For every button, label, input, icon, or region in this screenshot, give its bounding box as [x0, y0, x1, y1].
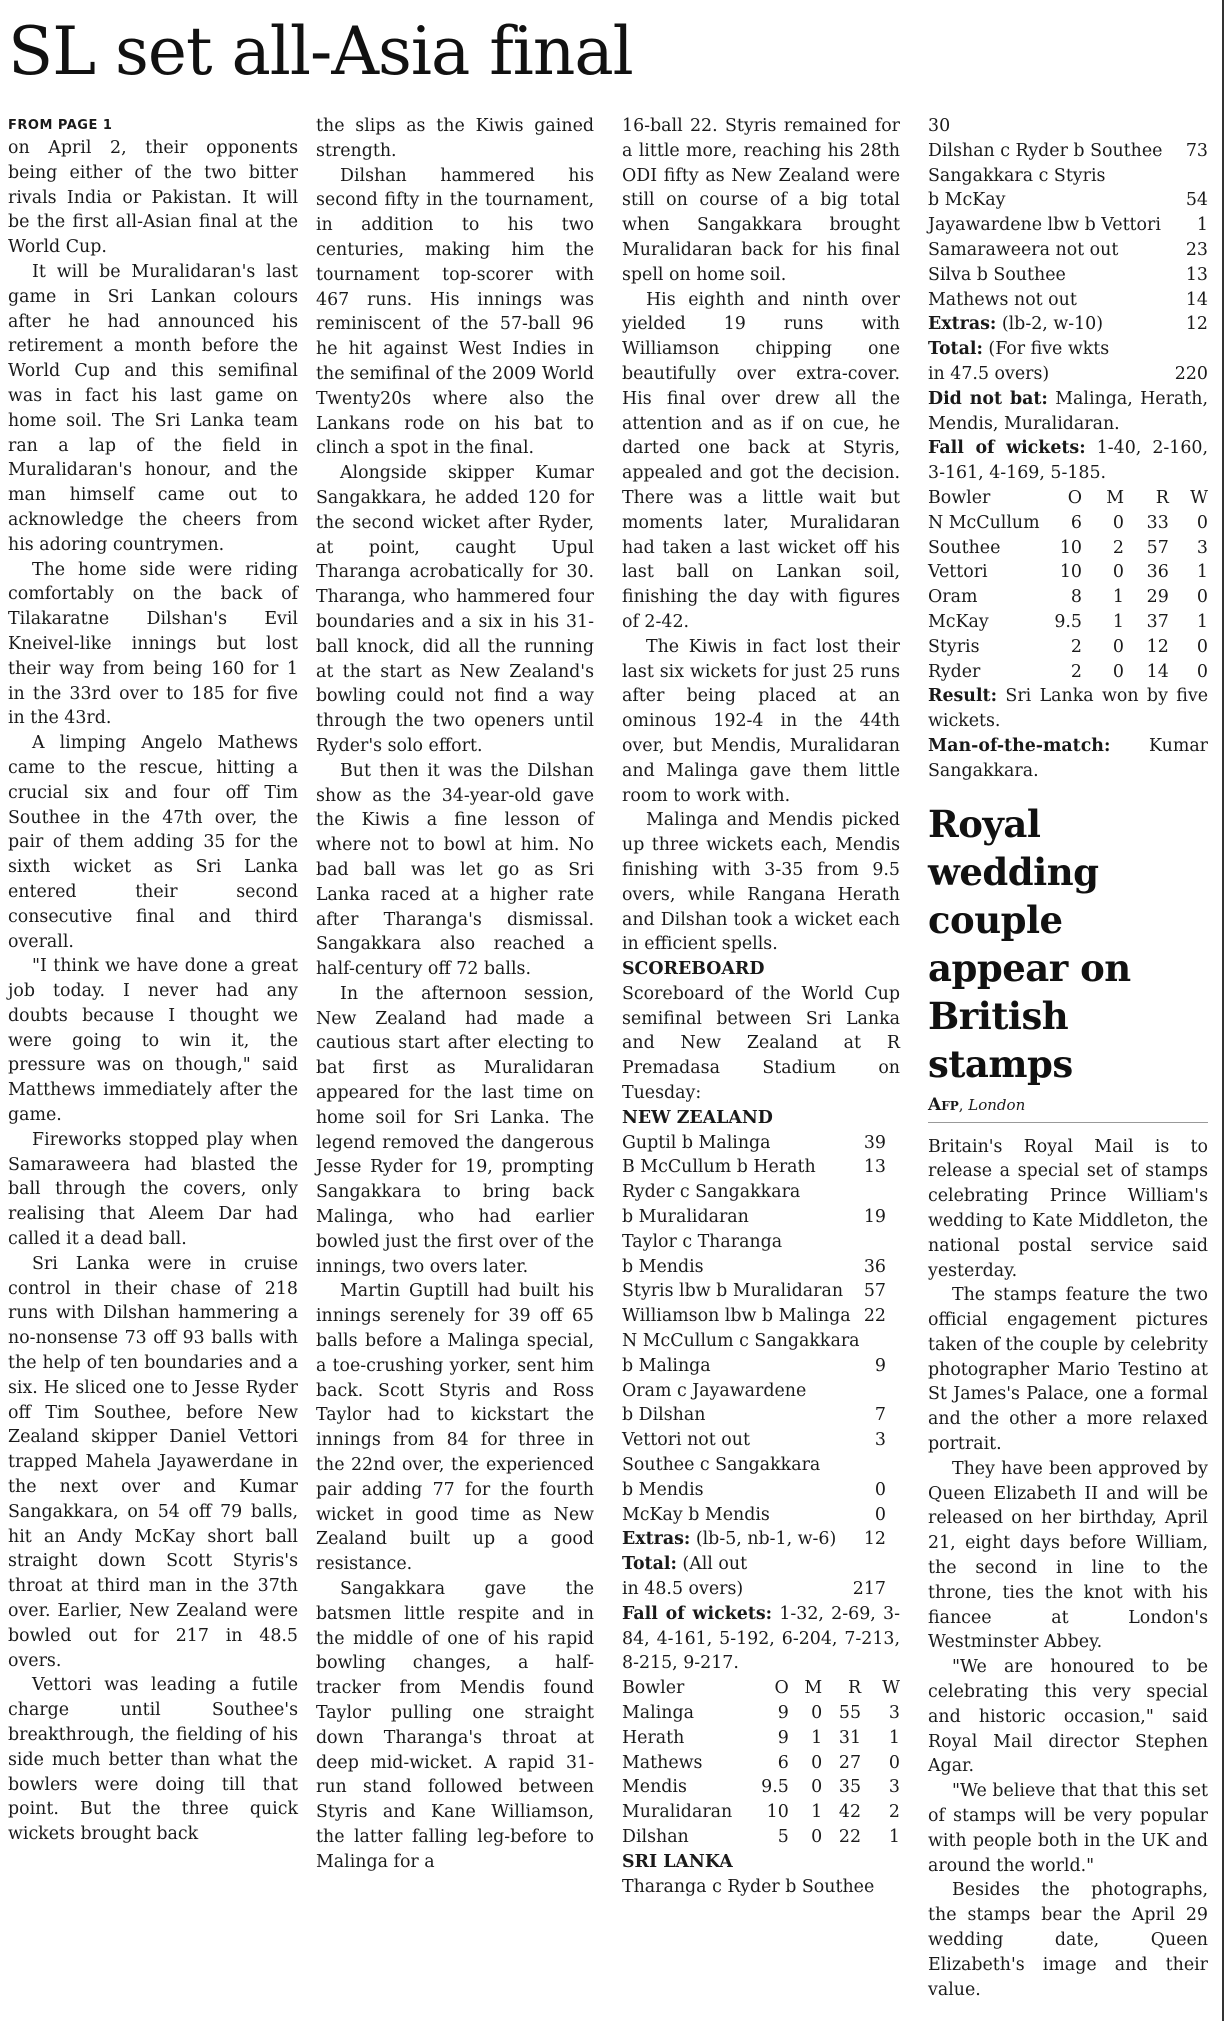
bowler-name: Bowler	[622, 1678, 685, 1699]
bowler-name: Muralidaran	[622, 1802, 733, 1823]
batsman-row	[622, 1279, 900, 1304]
batsman-row	[928, 139, 1208, 164]
batsman-runs: 3	[874, 1430, 886, 1451]
scoreboard-title: SCOREBOARD	[622, 959, 765, 980]
bowler-name: N McCullum	[928, 512, 1040, 533]
batsman-dismissal: Styris lbw b Muralidaran	[622, 1281, 844, 1302]
bowling-row	[928, 610, 1208, 635]
nz-total	[622, 1577, 900, 1602]
paragraph: Sangakkara gave the batsmen little respite and in the middle of one of his rapid bowling changes, a half-tracker from Mendis found Taylor pulling one straight down Tharanga's throat at deep mid-wicket. A rapid 31-run stand followed between Styris and Kane Williamson, the latter falling leg-before to Malinga for a	[316, 1579, 594, 1872]
batsman-dismissal: Williamson lbw b Malinga	[622, 1306, 851, 1327]
bowler-name: Malinga	[622, 1703, 694, 1723]
extras-runs: 12	[863, 1529, 886, 1550]
bowling-row	[928, 536, 1208, 561]
bowling-figure: M	[804, 1678, 823, 1699]
article-column-3	[622, 114, 900, 1899]
sl-fall-of-wickets	[928, 436, 1208, 486]
paragraph: His eighth and ninth over yielded 19 runs with Williamson chipping one beautifully over extra-cover. His final over drew all the attention and as if on cue, he darted one back at Styris, appealed and got the decision. There was a little wait but moments later, Muralidaran had taken a last wicket off his last ball on Lankan soil, finishing the day with figures of 2-42.	[622, 289, 900, 632]
sl-batting-first: Tharanga c Ryder b Southee	[622, 1876, 875, 1897]
sl-total	[928, 362, 1208, 387]
batsman-row	[622, 1205, 900, 1230]
bowling-figure: 0	[1196, 512, 1208, 533]
paragraph: on April 2, their opponents being either of the two bitter rivals India or Pakistan. It will be the first all-Asian final at the World Cup.	[8, 138, 298, 258]
bowling-figure: 2	[1070, 661, 1082, 682]
result-detail: Sri Lanka won by five wickets.	[928, 686, 1208, 732]
paragraph: "We are honoured to be celebrating this very special and historic occasion," said Royal Mail director Stephen Agar.	[928, 1657, 1208, 1777]
bowler-name: Herath	[622, 1727, 685, 1748]
sl-innings-title: SRI LANKA	[622, 1851, 733, 1872]
batsman-row	[622, 1478, 900, 1503]
bowling-figure: W	[1190, 487, 1208, 508]
batsman-line: Taylor c Tharanga	[622, 1231, 783, 1252]
bowling-figure: 0	[811, 1826, 823, 1847]
bowling-figure: 3	[1196, 537, 1208, 558]
bowling-figure: 55	[838, 1703, 862, 1723]
bowling-figure: 6	[777, 1752, 789, 1773]
batsman-dismissal: Vettori not out	[622, 1430, 750, 1451]
bowling-figure: 1	[811, 1727, 823, 1748]
fow-label: Fall of wickets:	[928, 438, 1086, 459]
extras-runs: 12	[1185, 314, 1208, 335]
bowling-figure: 36	[1146, 562, 1169, 583]
bowling-figure: 14	[1146, 661, 1169, 682]
bowling-figure: 0	[1112, 512, 1124, 533]
total-runs: 220	[1174, 363, 1208, 384]
bowling-figure: 10	[1059, 562, 1082, 583]
nz-total-line	[622, 1552, 900, 1577]
batsman-row	[622, 1131, 900, 1156]
paragraph: The home side were riding comfortably on the back of Tilakaratne Dilshan's Evil Kneivel-like innings but lost their way from being 160 for 1 in the 33rd over to 185 for five in the 43rd.	[8, 559, 298, 729]
bowling-figure: 1	[1196, 611, 1208, 632]
from-page-kicker: FROM PAGE 1	[8, 118, 113, 133]
bowling-figure: 3	[888, 1777, 900, 1798]
total-runs: 217	[852, 1579, 886, 1600]
bowling-figure: R	[847, 1678, 862, 1699]
bowling-row	[928, 635, 1208, 660]
total-overs: in 48.5 overs)	[622, 1579, 744, 1600]
paragraph: Britain's Royal Mail is to release a special set of stamps celebrating Prince William's wedding to Kate Middleton, the national postal service said yesterday.	[928, 1136, 1208, 1281]
batsman-runs: 57	[863, 1281, 886, 1302]
paragraph: "I think we have done a great job today. I never had any doubts because I thought we were going to win it, the pressure was on though," said Matthews immediately after the game.	[8, 956, 298, 1126]
bowling-figure: 35	[838, 1777, 862, 1798]
bowler-name: Oram	[928, 587, 978, 608]
batsman-row	[622, 1354, 900, 1379]
batsman-row	[928, 288, 1208, 313]
total-label: Total:	[928, 339, 983, 360]
bowling-row	[928, 660, 1208, 685]
bowling-figure: 9.5	[1054, 611, 1082, 632]
paragraph: Malinga and Mendis picked up three wickets each, Mendis finishing with 3-35 from 9.5 overs, while Rangana Herath and Dilshan took a wicket each in efficient spells.	[622, 810, 900, 955]
article-column-2	[316, 114, 594, 1875]
total-label: Total:	[622, 1554, 677, 1575]
paragraph: "We believe that that this set of stamps will be very popular with people both in the UK and around the world."	[928, 1781, 1208, 1876]
bowling-row	[622, 1701, 900, 1726]
bowler-name: McKay	[928, 611, 989, 632]
batsman-row	[622, 1255, 900, 1280]
bowling-figure: 9.5	[761, 1777, 789, 1798]
batsman-dismissal: b Mendis	[622, 1479, 704, 1500]
dnb-label: Did not bat:	[928, 388, 1048, 409]
bowling-figure: 12	[1146, 636, 1169, 657]
bowling-figure: 31	[838, 1727, 862, 1748]
bowling-row	[928, 511, 1208, 536]
batsman-runs: 9	[874, 1355, 886, 1376]
batsman-row	[928, 263, 1208, 288]
sl-bowling-table	[622, 1676, 900, 1850]
fow-detail: 1-32, 2-69, 3-84, 4-161, 5-192, 6-204, 7-213, 8-215, 9-217.	[622, 1603, 900, 1674]
extras-label: Extras:	[622, 1529, 691, 1550]
bowling-figure: 0	[1196, 636, 1208, 657]
batsman-runs: 13	[863, 1157, 886, 1178]
paragraph: The stamps feature the two official engagement pictures taken of the couple by celebrity photographer Mario Testino at St James's Palace, one a formal and the other a more relaxed portrait.	[928, 1285, 1208, 1455]
byline-separator: ,	[958, 1095, 969, 1114]
bowling-row	[622, 1751, 900, 1776]
bowler-name: Mathews	[622, 1752, 703, 1773]
bowling-header-row	[928, 486, 1208, 511]
dnb-detail: Malinga, Herath, Mendis, Muralidaran.	[928, 388, 1208, 434]
batsman-row	[928, 213, 1208, 238]
paragraph: Dilshan hammered his second fifty in the tournament, in addition to his two centuries, making him the tournament top-scorer with 467 runs. His innings was reminiscent of the 57-ball 96 he hit against West Indies in the semifinal of the 2009 World Twenty20s where also the Lankans rode on his bat to clinch a spot in the final.	[316, 165, 594, 459]
paragraph: They have been approved by Queen Elizabeth II and will be released on her birthday, April 21, eight days before William, the second in line to the throne, ties the knot with his fiancee at London's Westminster Abbey.	[928, 1458, 1208, 1653]
total-overs: in 47.5 overs)	[928, 363, 1050, 384]
batsman-row	[928, 238, 1208, 263]
batsman-runs: 54	[1185, 190, 1208, 211]
sl-total-line	[928, 337, 1208, 362]
batsman-dismissal: Dilshan c Ryder b Southee	[928, 140, 1163, 161]
bowler-name: Ryder	[928, 661, 981, 682]
article-column-4	[928, 114, 1208, 2002]
batsman-runs: 0	[874, 1504, 886, 1525]
bowling-figure: 0	[888, 1752, 900, 1773]
batsman-row	[928, 188, 1208, 213]
sl-batting-list	[928, 139, 1208, 313]
bowling-figure: 2	[888, 1802, 900, 1823]
bowler-name: Dilshan	[622, 1826, 689, 1847]
bowling-figure: 0	[811, 1703, 823, 1723]
bowling-row	[622, 1775, 900, 1800]
bowling-header-row	[622, 1676, 900, 1701]
batsman-line: Oram c Jayawardene	[622, 1380, 807, 1401]
paragraph: But then it was the Dilshan show as the 34-year-old gave the Kiwis a fine lesson of where not to bowl at him. No bad ball was let go as Sri Lanka raced at a higher rate after Tharanga's dismissal. Sangakkara also reached a half-century off 72 balls.	[316, 760, 594, 980]
bowling-figure: 1	[1112, 587, 1124, 608]
result-label: Result:	[928, 686, 998, 707]
paragraph: the slips as the Kiwis gained strength.	[316, 116, 594, 161]
bowling-figure: 3	[888, 1703, 900, 1723]
batsman-runs: 14	[1185, 289, 1208, 310]
spacer	[928, 1127, 1208, 1135]
bowling-row	[622, 1726, 900, 1751]
paragraph: A limping Angelo Mathews came to the rescue, hitting a crucial six and four off Tim Southee in the 47th over, the pair of them adding 35 for the sixth wicket as Sri Lanka entered their second consecutive final and third overall.	[8, 733, 298, 952]
batsman-line: Southee c Sangakkara	[622, 1455, 821, 1476]
batsman-dismissal: Silva b Southee	[928, 264, 1066, 285]
batsman-line: Sangakkara c Styris	[928, 165, 1106, 186]
did-not-bat	[928, 387, 1208, 437]
batsman-dismissal: b Dilshan	[622, 1405, 706, 1426]
nz-innings-title: NEW ZEALAND	[622, 1107, 773, 1128]
bowling-figure: 0	[811, 1752, 823, 1773]
sl-extras	[928, 312, 1208, 337]
batsman-dismissal: b Mendis	[622, 1256, 704, 1277]
nz-fall-of-wickets	[622, 1602, 900, 1676]
batsman-runs: 19	[863, 1207, 886, 1228]
batsman-runs: 0	[874, 1479, 886, 1500]
bowling-figure: 1	[888, 1727, 900, 1748]
bowling-figure: 1	[811, 1802, 823, 1823]
bowling-row	[622, 1800, 900, 1825]
batsman-row	[622, 1503, 900, 1528]
motm-label: Man-of-the-match:	[928, 735, 1111, 756]
paragraph: Besides the photographs, the stamps bear the April 29 wedding date, Queen Elizabeth's image and their value.	[928, 1880, 1208, 2000]
paragraph: Martin Guptill had built his innings serenely for 39 off 65 balls before a Malinga special, a toe-crushing yorker, sent him back. Scott Styris and Ross Taylor had to kickstart the innings from 84 for three in the 22nd over, the experienced pair adding 77 for the fourth wicket in good time as New Zealand built up a good resistance.	[316, 1281, 594, 1575]
paragraph: In the afternoon session, New Zealand had made a cautious start after electing to bat first as Muralidaran appeared for the last time on home soil for Sri Lanka. The legend removed the dangerous Jesse Ryder for 19, prompting Sangakkara to bring back Malinga, who had earlier bowled just the first over of the innings, two overs later.	[316, 983, 594, 1277]
paragraph: 16-ball 22. Styris remained for a little more, reaching his 28th ODI fifty as New Zealand were still on course of a big total when Sangakkara brought Muralidaran back for his final spell on home soil.	[622, 116, 900, 285]
nz-extras	[622, 1527, 900, 1552]
fow-detail: 1-40, 2-160, 3-161, 4-169, 5-185.	[928, 438, 1208, 484]
paragraph: The Kiwis in fact lost their last six wickets for just 25 runs after being placed at an ominous 192-4 in the 44th over, but Mendis, Muralidaran and Malinga gave them little room to work with.	[622, 636, 900, 806]
paragraph: It will be Muralidaran's last game in Sri Lankan colours after he had announced his retirement a month before the World Cup and this semifinal was in fact his last game on home soil. The Sri Lanka team ran a lap of the field in Muralidaran's honour, and the man himself came out to acknowledge the cheers from his adoring countrymen.	[8, 261, 298, 555]
bowling-figure: 0	[1196, 587, 1208, 608]
batsman-runs: 36	[863, 1256, 886, 1277]
batsman-dismissal: Guptil b Malinga	[622, 1132, 771, 1153]
batsman-dismissal: Jayawardene lbw b Vettori	[928, 215, 1161, 236]
bowling-figure: 6	[1070, 512, 1082, 533]
batsman-runs: 13	[1185, 264, 1208, 285]
batsman-dismissal: McKay b Mendis	[622, 1504, 770, 1525]
scoreboard-intro: Scoreboard of the World Cup semifinal between Sri Lanka and New Zealand at R Premadasa Stadium on Tuesday:	[622, 983, 900, 1104]
bowling-figure: 10	[1059, 537, 1082, 558]
extras-label: Extras:	[928, 314, 997, 335]
bowling-row	[928, 585, 1208, 610]
bowling-figure: O	[1067, 487, 1082, 508]
bowling-figure: 2	[1070, 636, 1082, 657]
bowling-figure: 2	[1112, 537, 1124, 558]
bowler-name: Styris	[928, 636, 980, 657]
column-rule	[1222, 0, 1224, 2021]
batsman-dismissal: b Malinga	[622, 1355, 711, 1376]
bowling-figure: 29	[1146, 587, 1169, 608]
bowling-figure: 8	[1070, 587, 1082, 608]
batsman-row	[622, 1403, 900, 1428]
bowling-figure: 0	[1196, 661, 1208, 682]
bowler-name: Southee	[928, 537, 1001, 558]
bowling-figure: 1	[1112, 611, 1124, 632]
bowling-figure: 42	[838, 1802, 862, 1823]
paragraph: Alongside skipper Kumar Sangakkara, he added 120 for the second wicket after Ryder, at point, caught Upul Tharanga acrobatically for 30. Tharanga, who hammered four boundaries and a six in his 31-ball knock, did all the running at the start as New Zealand's bowling could not find a way through the two openers until Ryder's solo effort.	[316, 463, 594, 756]
batsman-dismissal: B McCullum b Herath	[622, 1157, 816, 1178]
bowling-figure: W	[882, 1678, 900, 1699]
bowler-name: Bowler	[928, 487, 991, 508]
bowling-figure: R	[1155, 487, 1169, 508]
bowling-figure: 0	[1112, 636, 1124, 657]
bowling-figure: 37	[1146, 611, 1169, 632]
bowling-row	[928, 560, 1208, 585]
bowling-figure: 0	[1112, 562, 1124, 583]
bowling-figure: 1	[888, 1826, 900, 1847]
match-result	[928, 684, 1208, 734]
paragraph: Vettori was leading a futile charge until Southee's breakthrough, the fielding of his side much better than what the bowlers were doing till that point. But the three quick wickets brought back	[8, 1675, 298, 1845]
total-detail: (For five wkts	[982, 339, 1110, 360]
batsman-row	[622, 1428, 900, 1453]
extras-detail: (lb-5, nb-1, w-6)	[690, 1529, 837, 1550]
bowler-name: Vettori	[928, 562, 988, 583]
article-column-1	[8, 118, 298, 1847]
total-detail: (All out	[676, 1554, 748, 1575]
batsman-dismissal: b McKay	[928, 190, 1006, 211]
extras-detail: (lb-2, w-10)	[996, 314, 1103, 335]
batsman-dismissal: b Muralidaran	[622, 1207, 749, 1228]
bowling-figure: 27	[838, 1752, 862, 1773]
bowling-figure: 9	[777, 1703, 789, 1723]
byline-location: London	[968, 1095, 1026, 1114]
motm-detail: Kumar Sangakkara.	[928, 735, 1208, 781]
byline-agency: Afp	[928, 1094, 959, 1115]
bowling-row	[622, 1825, 900, 1850]
royal-wedding-headline: Royal wedding couple appear on British stamps	[928, 801, 1131, 1086]
batsman-runs: 1	[1196, 215, 1208, 236]
bowling-figure: M	[1106, 487, 1124, 508]
nz-batting-list	[622, 1131, 900, 1528]
batsman-runs: 39	[863, 1132, 886, 1153]
fow-label: Fall of wickets:	[622, 1603, 773, 1624]
bowling-figure: 57	[1146, 537, 1169, 558]
batsman-runs: 7	[874, 1405, 886, 1426]
bowling-figure: O	[774, 1678, 789, 1699]
sl-batting-first-runs: 30	[928, 116, 951, 136]
batsman-runs: 73	[1185, 140, 1208, 161]
bowling-figure: 9	[777, 1727, 789, 1748]
batsman-dismissal: Mathews not out	[928, 289, 1077, 310]
bowling-figure: 0	[1112, 661, 1124, 682]
batsman-line: Ryder c Sangakkara	[622, 1182, 801, 1203]
bowling-figure: 10	[766, 1802, 789, 1823]
batsman-runs: 22	[863, 1306, 886, 1327]
batsman-dismissal: Samaraweera not out	[928, 239, 1119, 260]
batsman-row	[622, 1304, 900, 1329]
bowling-figure: 1	[1196, 562, 1208, 583]
batsman-row	[622, 1155, 900, 1180]
nz-bowling-table	[928, 486, 1208, 684]
main-headline: SL set all-Asia final	[8, 13, 633, 90]
paragraph: Sri Lanka were in cruise control in their chase of 218 runs with Dilshan hammering a no-nonsense 73 off 93 balls with the help of ten boundaries and a six. He sliced one to Jesse Ryder off Tim Southee, before New Zealand skipper Daniel Vettori trapped Mahela Jayawerdane in the next over and Kumar Sangakkara, on 54 off 79 balls, hit an Andy McKay short ball straight down Scott Styris's throat at third man in the 37th over. Earlier, New Zealand were bowled out for 217 in 48.5 overs.	[8, 1253, 298, 1671]
bowler-name: Mendis	[622, 1777, 687, 1798]
batsman-runs: 23	[1185, 239, 1208, 260]
bowling-figure: 0	[811, 1777, 823, 1798]
byline	[928, 1094, 1208, 1123]
batsman-line: N McCullum c Sangakkara	[622, 1331, 860, 1352]
bowling-figure: 5	[777, 1826, 789, 1847]
paragraph: Fireworks stopped play when Samaraweera had blasted the ball through the covers, only realising that Aleem Dar had called it a dead ball.	[8, 1129, 298, 1250]
bowling-figure: 22	[838, 1826, 862, 1847]
bowling-figure: 33	[1146, 512, 1169, 533]
man-of-the-match	[928, 734, 1208, 784]
